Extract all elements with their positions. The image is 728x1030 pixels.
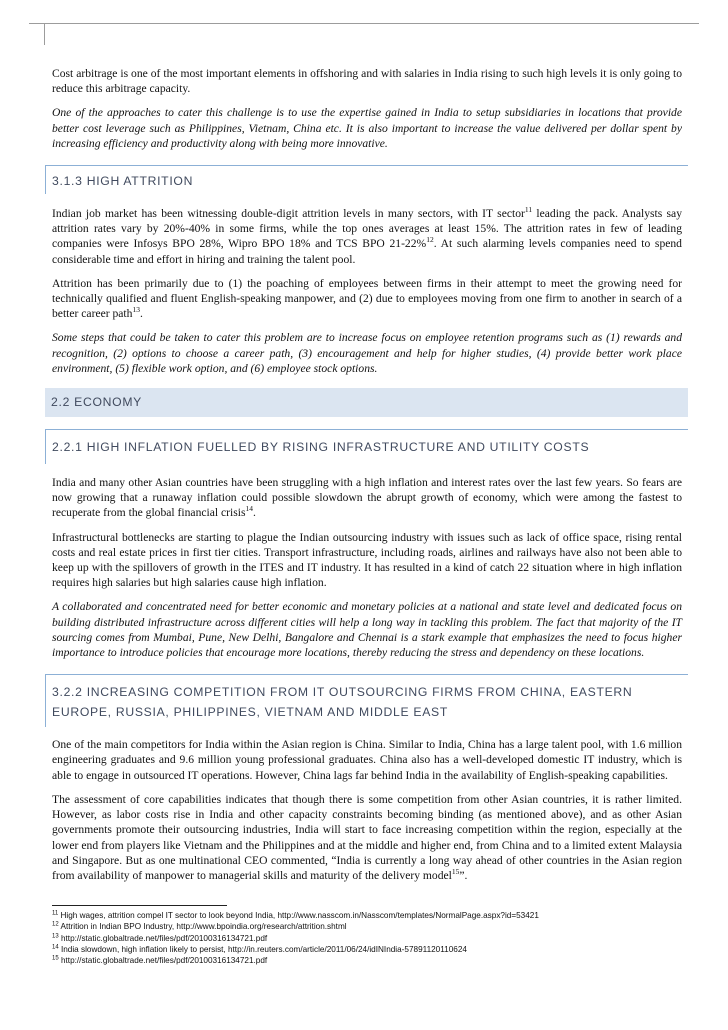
intro-paragraph-1: Cost arbitrage is one of the most important elements in offshoring and with salaries in India rising to such high levels it is only going to reduce this arbitrage capacity.	[52, 67, 682, 96]
footnote-12	[52, 921, 682, 932]
section-heading-economy: 2.2 ECONOMY	[45, 388, 688, 417]
footnote-11	[52, 910, 682, 921]
footnote-15	[52, 955, 682, 966]
competition-paragraph-2	[52, 792, 682, 883]
inflation-paragraph-1	[52, 475, 682, 521]
inflation-text-1b: .	[252, 506, 256, 520]
attrition-text-1b: leading the pack. Analysts say attrition rates vary by 20%-40% in some firms, while the top ones averages at least 15%. The attrition rates in few of leading companies were Infosys BPO 28%, Wipro BPO 18% and TCS BPO 21-22%	[52, 207, 682, 251]
inflation-paragraph-3: A collaborated and concentrated need for better economic and monetary policies at a national and state level and dedicated focus on building distributed infrastructure across different cities will help a long way in tackling this problem. The fact that majority of the IT sourcing comes from Mumbai, Pune, New Delhi, Bangalore and Chennai is a stark example that emphasizes the need to focus higher importance to introduce policies that encourage more locations, thereby reducing the stress and dependency on these locations.	[52, 600, 682, 660]
section-heading-competition: 3.2.2 INCREASING COMPETITION FROM IT OUTSOURCING FIRMS FROM CHINA, EASTERN EUROPE, RUSSIA, PHILIPPINES, VIETNAM AND MIDDLE EAST	[45, 674, 688, 727]
competition-paragraph-1: One of the main competitors for India within the Asian region is China. Similar to India, China has a large talent pool, with 1.6 million engineering graduates and 9.6 million young professional graduates. China also has a well-developed domestic IT industry, which is able to engage in outsourced IT operations. However, China lags far behind India in the availability of English-speaking capabilities.	[52, 738, 682, 782]
intro-paragraph-2: One of the approaches to cater this challenge is to use the expertise gained in India to setup subsidiaries in locations that provide better cost leverage such as Philippines, Vietnam, China etc. It is also important to increase the value delivered per dollar spent by increasing efficiency and productivity along with being more innovative.	[52, 106, 682, 150]
inflation-text-1a: India and many other Asian countries have been struggling with a high inflation and interest rates over the last few years. So fears are now growing that a runaway inflation could possible slowdown the abrupt growth of economy, which were among the fastest to recuperate from the global financial crisis	[52, 476, 682, 520]
attrition-text-1c: . At such alarming levels companies need to spend considerable time and effort in hiring and training the talent pool.	[52, 237, 682, 266]
competition-text-2b: ”.	[459, 868, 468, 882]
footnote-text: High wages, attrition compel IT sector to look beyond India, http://www.nasscom.in/Nasscom/templates/NormalPage.aspx?id=53421	[58, 911, 539, 921]
attrition-paragraph-1	[52, 206, 682, 267]
footnote-number: 12	[52, 921, 59, 928]
attrition-text-1a: Indian job market has been witnessing double-digit attrition levels in many sectors, with IT sector	[52, 207, 525, 221]
footnote-text: Attrition in Indian BPO Industry, http://www.bpoindia.org/research/attrition.shtml	[58, 922, 347, 932]
attrition-paragraph-2	[52, 276, 682, 322]
competition-text-2a: The assessment of core capabilities indicates that though there is some competition from other Asian countries, it is rather limited. However, as labor costs rise in India and other capacity constraints becoming binding (as mentioned above), and as other Asian governments promote their outsourcing industries, India will start to face increasing competition within the region, especially at the lower end from players like Vietnam and the Philippines and at the middle and higher end, from China and to a limited extent Malaysia and Singapore. But as one multinational CEO commented, “India is currently a long way ahead of other countries in the Asian region from availability of manpower to managerial skills and maturity of the delivery model	[52, 792, 682, 882]
footnote-ref-15: 15	[451, 867, 460, 877]
footnote-ref-14: 14	[245, 504, 253, 514]
section-heading-high-attrition: 3.1.3 HIGH ATTRITION	[45, 165, 688, 194]
footnote-text: http://static.globaltrade.net/files/pdf/20100316134721.pdf	[58, 933, 268, 943]
section-heading-high-inflation: 2.2.1 HIGH INFLATION FUELLED BY RISING INFRASTRUCTURE AND UTILITY COSTS	[45, 429, 688, 464]
footnote-number: 13	[52, 932, 59, 939]
attrition-paragraph-3: Some steps that could be taken to cater this problem are to increase focus on employee retention programs such as (1) rewards and recognition, (2) options to choose a career path, (3) encouragement and help for higher studies, (4) provide better work place environment, (5) flexible work option, and (6) employee stock options.	[52, 331, 682, 375]
footnote-ref-11: 11	[524, 205, 533, 215]
footnote-number: 11	[52, 910, 59, 917]
attrition-text-2b: .	[139, 307, 143, 321]
footnotes	[52, 910, 682, 966]
attrition-text-2a: Attrition has been primarily due to (1) the poaching of employees between firms in their attempt to meet the growing need for technically qualified and fluent English-speaking manpower, and (2) due to employees moving from one firm to another in search of a better career path	[52, 276, 682, 321]
top-left-rule	[44, 23, 45, 45]
footnote-text: http://static.globaltrade.net/files/pdf/20100316134721.pdf	[58, 956, 268, 966]
footnote-ref-12: 12	[426, 235, 434, 245]
page-content	[52, 66, 682, 967]
footnote-number: 14	[52, 944, 59, 951]
footnote-13	[52, 933, 682, 944]
footnote-ref-13: 13	[132, 305, 140, 315]
footnote-text: India slowdown, high inflation likely to persist, http://in.reuters.com/article/2011/06/24/idINIndia-57891120110624	[58, 945, 467, 954]
footnote-separator	[52, 905, 227, 906]
footnote-14	[52, 944, 682, 955]
inflation-paragraph-2: Infrastructural bottlenecks are starting to plague the Indian outsourcing industry with issues such as lack of office space, rising rental costs and real estate prices in first tier cities. Transport infrastructure, including roads, airlines and railways have also not been able to keep up with the spillovers of growth in the ITES and IT industry. It has resulted in a kind of catch 22 situation where in high inflation requires high salaries but high salaries cause high inflation.	[52, 530, 682, 590]
footnote-number: 15	[52, 955, 59, 962]
top-rule	[29, 23, 699, 24]
